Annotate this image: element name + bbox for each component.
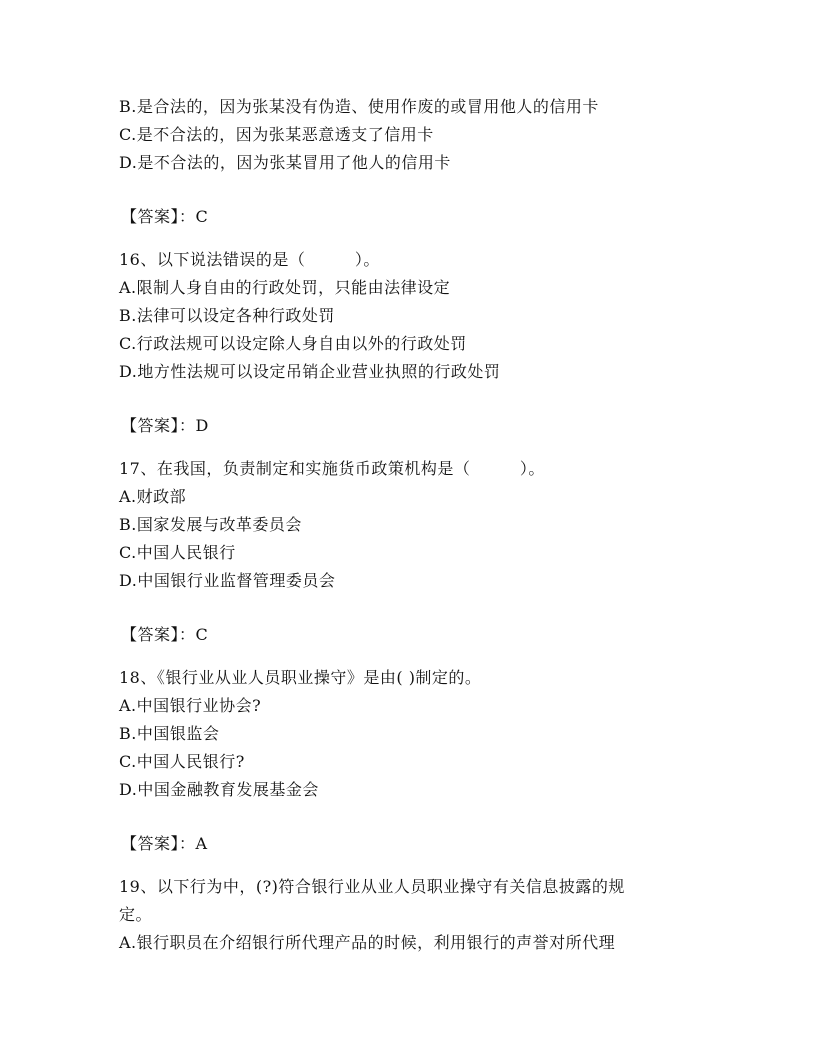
q15-option-b: B.是合法的，因为张某没有伪造、使用作废的或冒用他人的信用卡 xyxy=(119,97,599,116)
q15-option-c: C.是不合法的，因为张某恶意透支了信用卡 xyxy=(119,125,434,144)
q19-option-a-line1: A.银行职员在介绍银行所代理产品的时候，利用银行的声誉对所代理 xyxy=(119,933,616,952)
q18-question: 18、《银行业从业人员职业操守》是由( )制定的。 xyxy=(119,668,482,687)
q17-answer: 【答案】：C xyxy=(121,625,209,644)
q16-option-a: A.限制人身自由的行政处罚，只能由法律设定 xyxy=(119,278,451,297)
q16-question: 16、以下说法错误的是（ ）。 xyxy=(119,250,380,269)
q17-option-a: A.财政部 xyxy=(119,487,187,506)
q18-option-c: C.中国人民银行? xyxy=(119,752,245,771)
q17-option-c: C.中国人民银行 xyxy=(119,543,236,562)
q17-option-b: B.国家发展与改革委员会 xyxy=(119,515,302,534)
q19-question-line1: 19、以下行为中，(?)符合银行业从业人员职业操守有关信息披露的规 xyxy=(119,877,625,896)
q18-option-b: B.中国银监会 xyxy=(119,724,220,743)
q16-answer: 【答案】：D xyxy=(121,416,209,435)
q16-option-d: D.地方性法规可以设定吊销企业营业执照的行政处罚 xyxy=(119,362,501,381)
q18-answer: 【答案】：A xyxy=(121,834,208,853)
q18-option-d: D.中国金融教育发展基金会 xyxy=(119,780,319,799)
q17-option-d: D.中国银行业监督管理委员会 xyxy=(119,571,336,590)
q15-option-d: D.是不合法的，因为张某冒用了他人的信用卡 xyxy=(119,153,451,172)
q17-question: 17、在我国，负责制定和实施货币政策机构是（ ）。 xyxy=(119,459,545,478)
q18-option-a: A.中国银行业协会? xyxy=(119,696,262,715)
q16-option-b: B.法律可以设定各种行政处罚 xyxy=(119,306,335,325)
q16-option-c: C.行政法规可以设定除人身自由以外的行政处罚 xyxy=(119,334,467,353)
q19-question-line2: 定。 xyxy=(119,905,153,924)
q15-answer: 【答案】：C xyxy=(121,207,209,226)
